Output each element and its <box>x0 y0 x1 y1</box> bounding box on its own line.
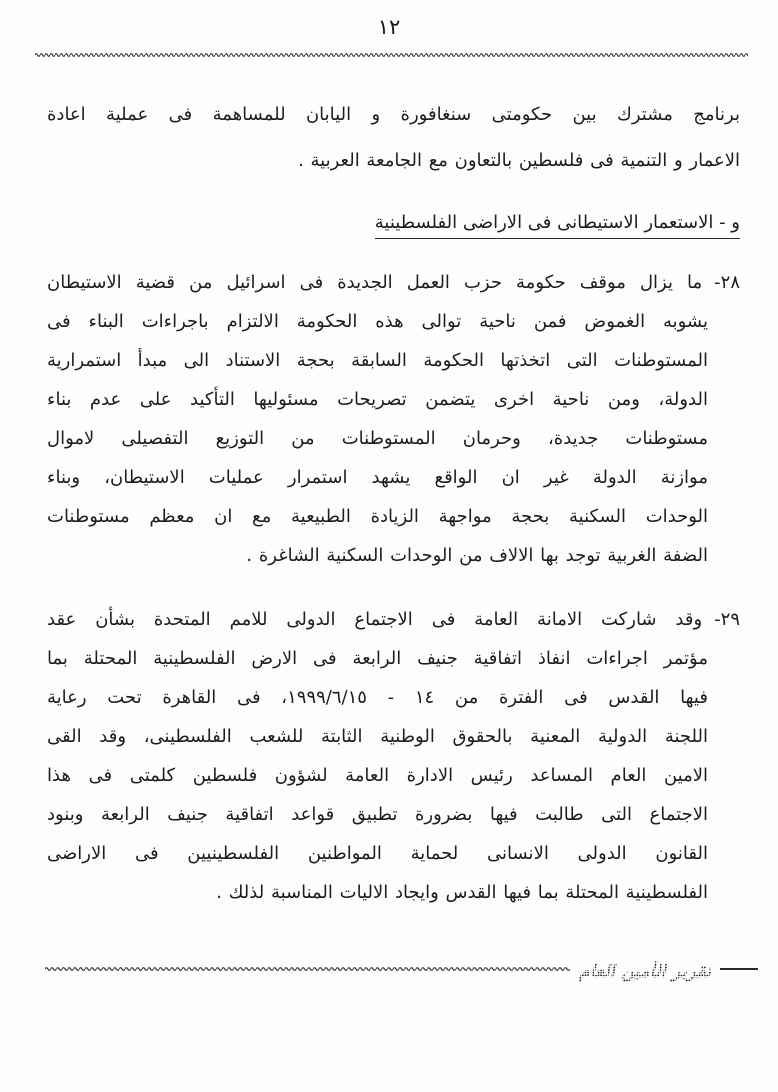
footer-separator-line <box>45 966 570 972</box>
paragraph-number: ٢٨- <box>714 272 740 293</box>
text-line: الاعمار و التنمية فى فلسطين بالتعاون مع الجامعة العربية . <box>298 150 740 171</box>
text-line: الدولة، ومن ناحية اخرى يتضمن تصريحات مسئوليها التأكيد على عدم بناء <box>47 389 708 410</box>
text-line: يشوبه الغموض فمن ناحية توالى هذه الحكومة الالتزام باجراءات البناء فى <box>47 311 708 332</box>
document-body <box>47 92 740 912</box>
text-line: فيها القدس فى الفترة من ١٤ - ١٩٩٩/٦/١٥، فى القاهرة تحت رعاية <box>47 687 708 708</box>
page-number: ١٢ <box>377 15 401 39</box>
text-line: المستوطنات التى اتخذتها الحكومة السابقة بحجة الاستناد الى مبدأ استمرارية <box>47 350 708 371</box>
paragraph-28 <box>47 263 740 575</box>
top-separator-line <box>35 52 748 58</box>
page-footer <box>45 958 758 982</box>
text-line: القانون الدولى الانسانى لحماية المواطنين الفلسطينيين فى الاراضى <box>47 843 708 864</box>
text-line: مؤتمر اجراءات انفاذ اتفاقية جنيف الرابعة فى الارض الفلسطينية المحتلة بما <box>47 648 708 669</box>
paragraph-text: وقد شاركت الامانة العامة فى الاجتماع الدولى للامم المتحدة بشأن عقد <box>47 609 703 630</box>
text-line: برنامج مشترك بين حكومتى سنغافورة و اليابان للمساهمة فى عملية اعادة <box>47 104 740 125</box>
footer-stamp-text: تقرير الأمين العام <box>578 961 711 982</box>
text-line: الفلسطينية المحتلة بما فيها القدس وايجاد الاليات المناسبة لذلك . <box>216 882 708 903</box>
text-line: الوحدات السكنية بحجة مواجهة الزيادة الطبيعية مع ان معظم مستوطنات <box>47 506 708 527</box>
intro-paragraph <box>47 92 740 184</box>
text-line: موازنة الدولة غير ان الواقع يشهد استمرار عمليات الاستيطان، وبناء <box>47 467 708 488</box>
footer-dash <box>720 968 758 970</box>
paragraph-number: ٢٩- <box>714 609 740 630</box>
text-line: الضفة الغربية توجد بها الالاف من الوحدات السكنية الشاغرة . <box>246 545 708 566</box>
text-line: الامين العام المساعد رئيس الادارة العامة لشؤون فلسطين كلمتى فى هذا <box>47 765 708 786</box>
section-heading <box>47 208 740 238</box>
text-line: اللجنة الدولية المعنية بالحقوق الوطنية الثابتة للشعب الفلسطينى، وقد القى <box>47 726 708 747</box>
paragraph-29 <box>47 600 740 912</box>
paragraph-text: ما يزال موقف حكومة حزب العمل الجديدة فى اسرائيل من قضية الاستيطان <box>47 272 703 293</box>
text-line: الاجتماع التى طالبت فيها بضرورة تطبيق قواعد اتفاقية جنيف الرابعة وبنود <box>47 804 708 825</box>
text-line <box>47 600 740 639</box>
section-heading-text: و - الاستعمار الاستيطانى فى الاراضى الفلسطينية <box>375 212 740 239</box>
text-line <box>47 263 740 302</box>
text-line: مستوطنات جديدة، وحرمان المستوطنات من التوزيع التفصيلى لاموال <box>47 428 708 449</box>
squiggle-rule-graphic <box>35 52 748 58</box>
